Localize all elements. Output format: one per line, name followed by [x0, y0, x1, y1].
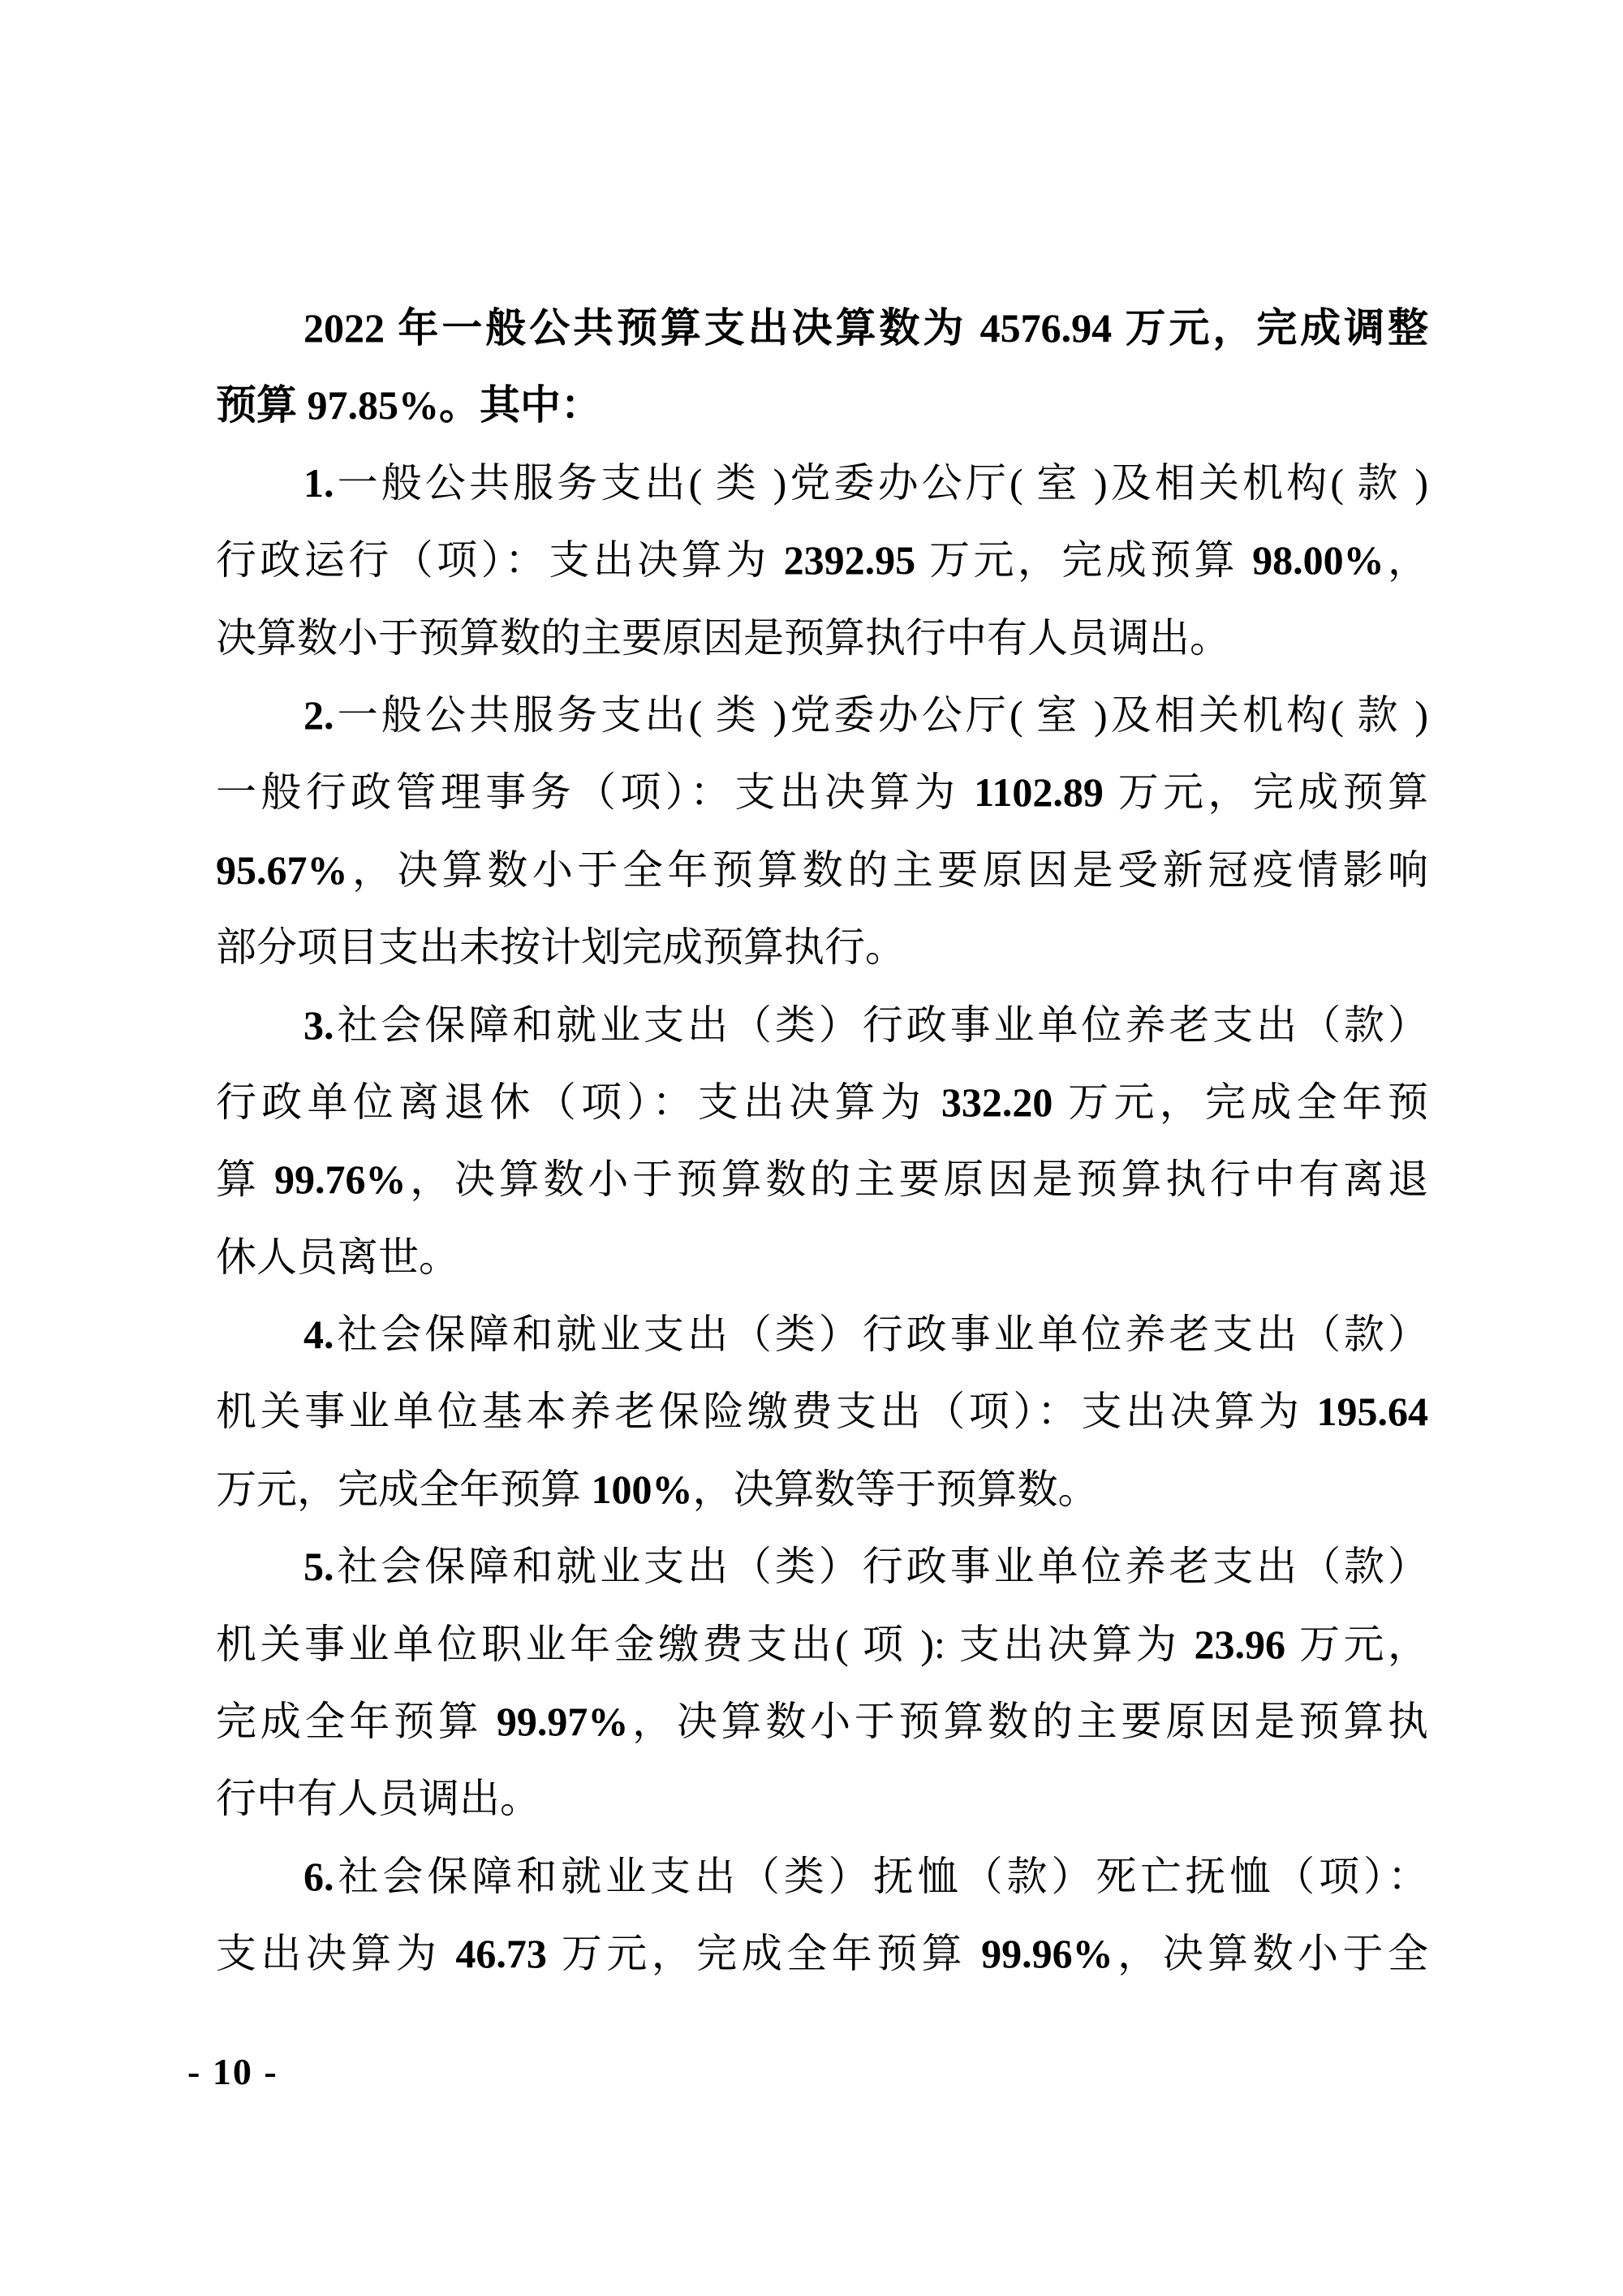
- bold-text-segment: 100%: [591, 1466, 693, 1512]
- text-segment: ，决算数等于预算数。: [692, 1466, 1099, 1512]
- text-line: [216, 1064, 1428, 1141]
- bold-text-segment: 99.96%: [981, 1931, 1113, 1977]
- text-line: [216, 1528, 1428, 1605]
- text-segment: 万元，完成全年预: [1053, 1079, 1428, 1125]
- paragraph: [216, 445, 1428, 677]
- text-segment: 万元，完成全年预算: [216, 1466, 592, 1512]
- bold-text-segment: 332.20: [941, 1079, 1053, 1125]
- text-line: [216, 754, 1428, 831]
- text-segment: ，决算数小于全年预算数的主要原因是受新冠疫情影响: [347, 846, 1428, 893]
- text-segment: 社会保障和就业支出（类）行政事业单位养老支出（款）: [334, 1002, 1428, 1048]
- text-segment: 万元，完成预算: [1103, 769, 1428, 816]
- text-segment: 一般公共服务支出( 类 )党委办公厅( 室 )及相关机构( 款 ): [334, 459, 1428, 506]
- text-segment: 机关事业单位职业年金缴费支出( 项 ): 支出决算为: [216, 1621, 1195, 1667]
- paragraph: [216, 1528, 1428, 1838]
- text-segment: 社会保障和就业支出（类）行政事业单位养老支出（款）: [334, 1312, 1428, 1358]
- bold-text-segment: 195.64: [1316, 1389, 1428, 1435]
- paragraph: [216, 1838, 1428, 1993]
- text-line: [216, 1915, 1428, 1992]
- paragraph: [216, 677, 1428, 987]
- text-segment: ，决算数小于全: [1113, 1931, 1428, 1977]
- text-line: [216, 1219, 1428, 1296]
- text-segment: 一般行政管理事务（项）：支出决算为: [216, 769, 975, 816]
- text-segment: 社会保障和就业支出（类）行政事业单位养老支出（款）: [334, 1544, 1428, 1590]
- text-segment: 支出决算为: [216, 1931, 456, 1977]
- text-segment: 行中有人员调出。: [216, 1776, 540, 1822]
- text-segment: ，决算数小于预算数的主要原因是预算执行中有离退: [406, 1157, 1428, 1203]
- text-line: [216, 1296, 1428, 1373]
- bold-text-segment: 2022 年一般公共预算支出决算数为 4576.94 万元，完成调整: [304, 305, 1428, 351]
- bold-text-segment: 98.00%: [1252, 537, 1384, 584]
- page-number: - 10 -: [187, 2051, 278, 2092]
- text-line: [216, 832, 1428, 909]
- bold-text-segment: 1.: [304, 459, 334, 506]
- bold-text-segment: 95.67%: [216, 846, 348, 893]
- text-line: [216, 1838, 1428, 1915]
- text-segment: 完成全年预算: [216, 1699, 497, 1745]
- text-segment: 决算数小于预算数的主要原因是预算执行中有人员调出。: [216, 614, 1230, 661]
- bold-text-segment: 2.: [304, 691, 334, 738]
- text-line: [216, 677, 1428, 754]
- paragraph: [216, 290, 1428, 445]
- bold-text-segment: 预算 97.85%。其中：: [216, 382, 601, 429]
- text-line: [216, 1141, 1428, 1218]
- bold-text-segment: 46.73: [455, 1931, 547, 1977]
- text-line: [216, 1683, 1428, 1760]
- bold-text-segment: 5.: [304, 1544, 334, 1590]
- text-line: [216, 1451, 1428, 1528]
- text-line: [216, 445, 1428, 522]
- text-segment: 万元，: [1285, 1621, 1428, 1667]
- text-segment: 社会保障和就业支出（类）抚恤（款）死亡抚恤（项）：: [334, 1853, 1428, 1899]
- text-segment: 万元，完成全年预算: [546, 1931, 982, 1977]
- bold-text-segment: 6.: [304, 1853, 334, 1899]
- text-line: [216, 367, 1428, 444]
- bold-text-segment: 1102.89: [974, 769, 1104, 816]
- paragraph: [216, 1296, 1428, 1528]
- paragraph: [216, 987, 1428, 1297]
- text-line: [216, 1373, 1428, 1450]
- document-body: [216, 290, 1428, 1993]
- text-line: [216, 1606, 1428, 1683]
- text-segment: ，决算数小于预算数的主要原因是预算执: [628, 1699, 1428, 1745]
- bold-text-segment: 99.76%: [274, 1157, 407, 1203]
- text-line: [216, 290, 1428, 367]
- bold-text-segment: 99.97%: [496, 1699, 629, 1745]
- text-line: [216, 1760, 1428, 1837]
- text-segment: ，: [1384, 537, 1428, 584]
- bold-text-segment: 4.: [304, 1312, 334, 1358]
- text-line: [216, 987, 1428, 1064]
- text-line: [216, 600, 1428, 677]
- text-segment: 休人员离世。: [216, 1234, 459, 1280]
- bold-text-segment: 3.: [304, 1002, 334, 1048]
- text-segment: 算: [216, 1157, 275, 1203]
- text-segment: 行政运行（项）：支出决算为: [216, 537, 784, 584]
- bold-text-segment: 23.96: [1194, 1621, 1285, 1667]
- bold-text-segment: 2392.95: [783, 537, 916, 584]
- text-segment: 一般公共服务支出( 类 )党委办公厅( 室 )及相关机构( 款 ): [334, 691, 1428, 738]
- text-segment: 部分项目支出未按计划完成预算执行。: [216, 924, 906, 971]
- text-segment: 机关事业单位基本养老保险缴费支出（项）：支出决算为: [216, 1389, 1317, 1435]
- text-segment: 行政单位离退休（项）：支出决算为: [216, 1079, 941, 1125]
- text-segment: 万元，完成预算: [915, 537, 1253, 584]
- text-line: [216, 522, 1428, 599]
- text-line: [216, 909, 1428, 986]
